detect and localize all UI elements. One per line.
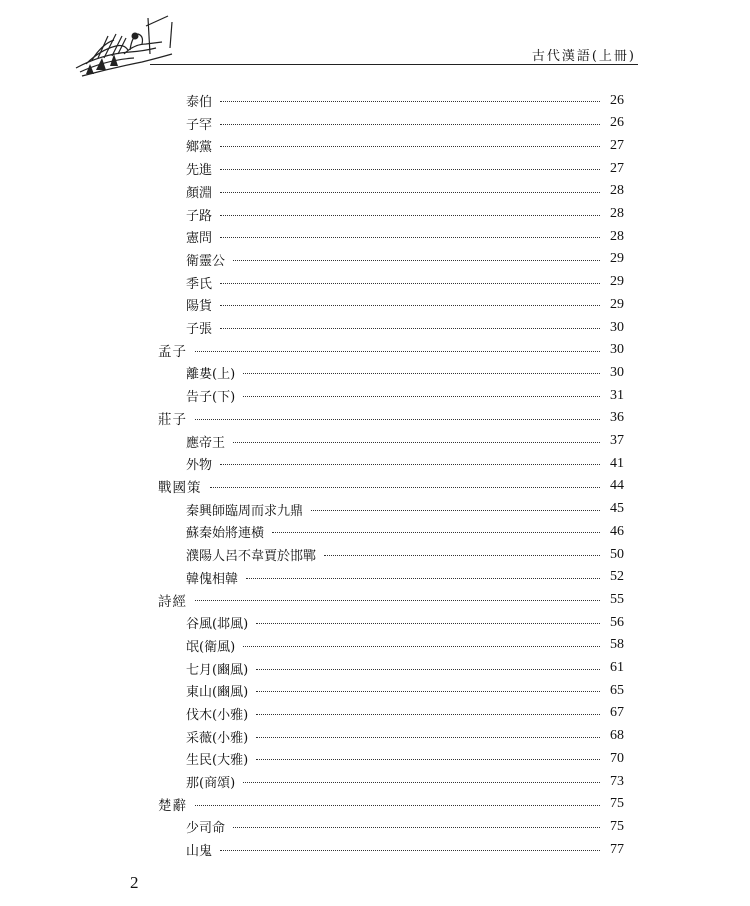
dot-leader [243,396,600,397]
toc-entry [186,747,624,770]
toc-entry-title: 告子(下) [186,390,236,406]
toc-entry-page: 28 [610,183,624,199]
toc-entry-title: 應帝王 [186,435,226,451]
toc-section-entry [158,475,624,498]
dot-leader [324,555,600,556]
dot-leader [220,124,600,125]
toc-entry [186,611,624,634]
dot-leader [210,487,601,488]
dot-leader [233,260,600,261]
dot-leader [195,419,600,420]
toc-entry-title: 陽貨 [186,299,213,315]
toc-entry [186,702,624,725]
toc-entry [186,361,624,384]
toc-entry-page: 26 [610,92,624,108]
toc-entry [186,679,624,702]
toc-section-entry [158,407,624,430]
toc-entry-page: 30 [610,342,624,358]
toc-entry-title: 離婁(上) [186,367,236,383]
toc-entry [186,157,624,180]
toc-entry-title: 孟子 [158,344,187,361]
toc-entry-page: 29 [610,296,624,312]
toc-entry-title: 蘇秦始將連橫 [186,526,265,542]
dot-leader [220,464,600,465]
dot-leader [220,169,600,170]
toc-entry-page: 27 [610,137,624,153]
toc-entry [186,112,624,135]
toc-entry [186,271,624,294]
toc-entry-page: 65 [610,682,624,698]
toc-section-entry [158,339,624,362]
toc-section-entry [158,588,624,611]
toc-entry-title: 那(商頌) [186,776,236,791]
toc-entry [186,134,624,157]
dot-leader [220,192,600,193]
toc-entry-title: 詩經 [158,593,187,610]
toc-entry-page: 41 [610,455,624,471]
toc-section-entry [158,793,624,816]
toc-entry-title: 七月(豳風) [186,662,249,678]
toc-entry [186,815,624,838]
toc-entry [186,248,624,271]
toc-entry-title: 泰伯 [186,95,213,110]
toc-entry-title: 先進 [186,163,213,179]
toc-entry [186,430,624,453]
toc-entry-title: 采薇(小雅) [186,730,249,746]
toc-entry-title: 衛靈公 [186,253,226,269]
toc-entry-title: 山鬼 [186,844,213,860]
dot-leader [220,237,600,238]
toc-entry [186,520,624,543]
toc-entry-page: 73 [610,773,624,789]
toc-entry-title: 莊子 [158,412,187,429]
dot-leader [256,669,600,670]
toc-entry-title: 伐木(小雅) [186,707,249,723]
toc-entry [186,203,624,226]
toc-entry-page: 44 [610,478,624,494]
toc-entry [186,566,624,589]
toc-entry [186,452,624,475]
toc-entry-page: 55 [610,591,624,607]
dot-leader [246,578,600,579]
toc-entry-title: 子張 [186,322,213,337]
toc-entry-page: 28 [610,228,624,244]
toc-entry-title: 顏淵 [186,185,213,201]
dot-leader [220,283,600,284]
dot-leader [220,146,600,147]
toc-entry-page: 68 [610,728,624,744]
dot-leader [243,373,600,374]
toc-entry-page: 56 [610,614,624,630]
toc-entry-title: 鄉黨 [186,140,213,156]
toc-entry-page: 29 [610,251,624,267]
toc-entry-page: 67 [610,705,624,721]
toc-entry-page: 61 [610,660,624,675]
fisherman-illustration-icon [72,14,184,78]
dot-leader [220,215,600,216]
dot-leader [195,805,600,806]
toc-entry [186,838,624,861]
toc-entry-page: 30 [610,364,624,380]
dot-leader [220,328,600,329]
toc-entry [186,657,624,680]
dot-leader [195,600,600,601]
toc-entry-page: 26 [610,115,624,131]
dot-leader [272,532,600,533]
toc-entry-page: 70 [610,750,624,766]
toc-entry-page: 75 [610,818,624,834]
dot-leader [195,351,600,352]
page-number: 2 [130,873,139,892]
toc-entry [186,180,624,203]
toc-entry [186,89,624,112]
toc-entry [186,316,624,339]
toc-entry-title: 子路 [186,208,213,224]
toc-entry-title: 子罕 [186,117,213,133]
toc-entry [186,634,624,657]
toc-entry-page: 27 [610,160,624,176]
toc-entry [186,725,624,748]
toc-entry [186,543,624,566]
toc-entry-title: 季氏 [186,276,213,292]
toc-entry-title: 秦興師臨周而求九鼎 [186,503,304,519]
toc-entry-title: 東山(豳風) [186,685,249,701]
dot-leader [220,101,600,102]
toc-entry-page: 77 [610,841,624,857]
toc-entry-title: 韓傀相韓 [186,571,239,587]
toc-entry-title: 憲問 [186,231,213,247]
dot-leader [243,646,600,647]
toc-entry [186,225,624,248]
dot-leader [256,737,600,738]
toc-entry-page: 45 [610,501,624,517]
dot-leader [256,623,600,624]
toc-entry-title: 濮陽人呂不韋賈於邯鄲 [186,549,317,564]
dot-leader [233,442,600,443]
dot-leader [256,759,600,760]
dot-leader [256,691,600,692]
header-rule [150,64,638,65]
toc-entry-page: 30 [610,319,624,335]
toc-entry-title: 少司命 [186,821,226,837]
dot-leader [243,782,600,783]
toc-entry [186,498,624,521]
toc-entry-page: 31 [610,387,624,403]
running-header-title: 古代漢語(上冊) [531,49,636,64]
toc-entry [186,384,624,407]
dot-leader [220,305,600,306]
toc-entry-page: 37 [610,433,624,448]
toc-entry [186,770,624,793]
toc-entry-title: 外物 [186,458,213,474]
toc-entry-page: 36 [610,410,624,426]
toc-entry-page: 52 [610,569,624,585]
toc-entry-page: 46 [610,523,624,539]
toc-entry [186,293,624,316]
toc-entry-page: 75 [610,796,624,812]
toc-entry-page: 58 [610,637,624,653]
dot-leader [311,510,600,511]
dot-leader [256,714,600,715]
toc-entry-page: 29 [610,274,624,290]
toc-entry-page: 50 [610,546,624,562]
toc-entry-title: 生民(大雅) [186,753,249,769]
dot-leader [233,827,600,828]
toc-entry-title: 谷風(邶風) [186,617,249,633]
toc-entry-title: 戰國策 [158,480,202,497]
toc-entry-page: 28 [610,206,624,221]
toc-entry-title: 氓(衛風) [186,639,236,655]
dot-leader [220,850,600,851]
toc-entry-title: 楚辭 [158,798,187,815]
